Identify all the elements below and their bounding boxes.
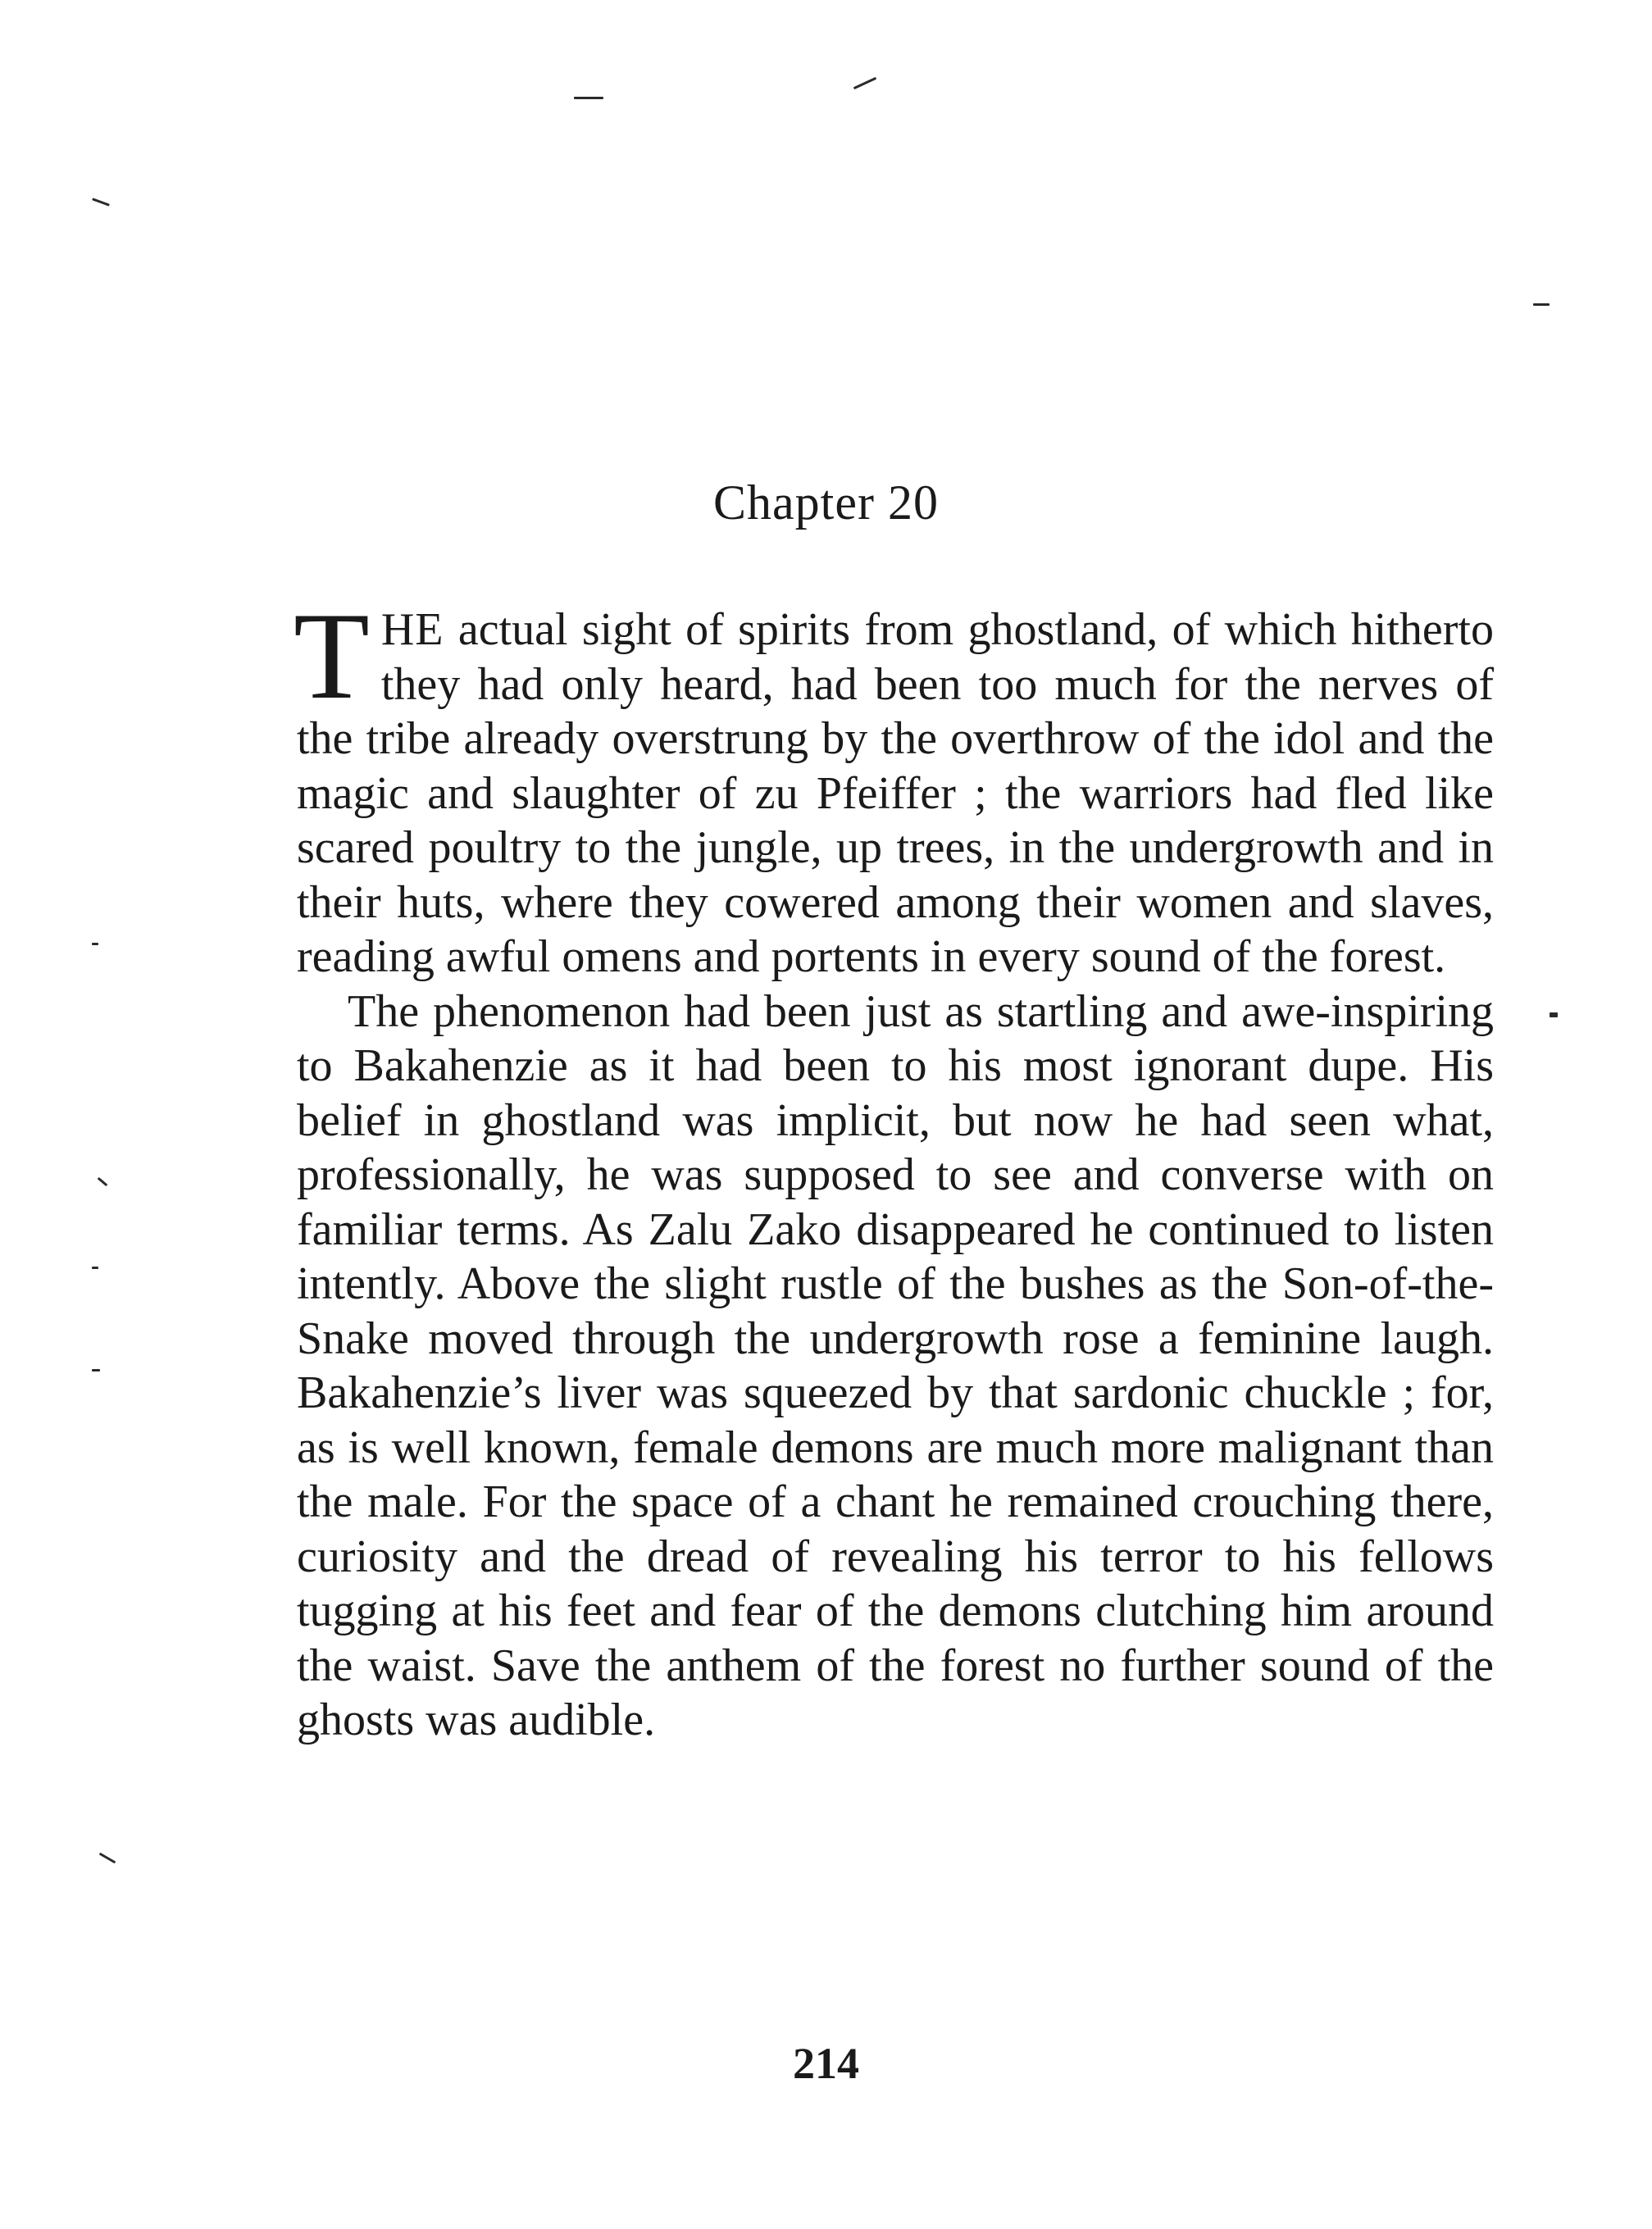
scan-speck [98, 1177, 108, 1186]
paragraph-2 [297, 985, 1494, 1748]
drop-cap: T [294, 587, 370, 725]
opening-small-caps: HE [380, 604, 444, 655]
scan-speck [853, 77, 876, 89]
scan-speck [92, 198, 110, 206]
scan-speck [92, 1369, 100, 1372]
page-number: 214 [793, 2039, 859, 2088]
chapter-heading: Chapter 20 [713, 475, 939, 530]
scan-speck [99, 1853, 116, 1864]
scan-speck [574, 97, 603, 99]
scan-speck [92, 943, 98, 945]
scan-speck [1550, 1012, 1558, 1017]
body-text [294, 587, 1494, 1748]
paragraph-1 [294, 587, 1494, 985]
scan-speck [92, 1267, 98, 1269]
paragraph-2-text: The phenomenon had been just as startling and awe-inspiring to Bakahenzie as it had been to his most ignorant dupe. His belief in ghostland was implicit, but now he had seen what, professionally, he was supposed to see and converse with on familiar terms. As Zalu Zako disappeared he continued to listen intently. Above the slight rustle of the bushes as the Son-of-the-Snake moved through the undergrowth rose a feminine laugh. Bakahenzie’s liver was squeezed by that sardonic chuckle ; for, as is well known, female demons are much more malignant than the male. For the space of a chant he remained crouching there, curiosity and the dread of revealing his terror to his fellows tugging at his feet and fear of the demons clutching him around the waist. Save the anthem of the forest no further sound of the ghosts was audible. [297, 985, 1494, 1745]
scan-speck [1533, 303, 1550, 306]
paragraph-1-text: actual sight of spirits from ghostland, of which hitherto they had only heard, had been too much for the nerves of the tribe already overstrung by the overthrow of the idol and the magic and slaughter of zu Pfeiffer ; the warriors had fled like scared poultry to the jungle, up trees, in the undergrowth and in their huts, where they cowered among their women and slaves, reading awful omens and portents in every sound of the forest. [297, 604, 1494, 982]
